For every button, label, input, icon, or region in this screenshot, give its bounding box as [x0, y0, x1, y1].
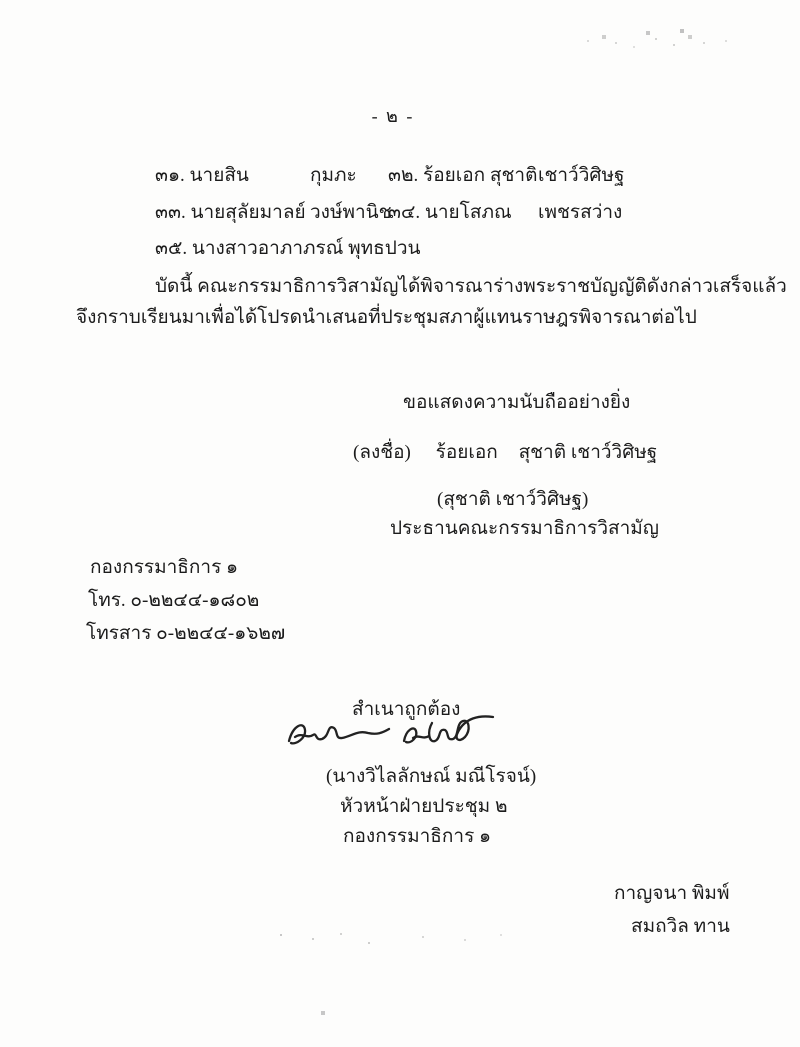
member-34-name: ๓๔. นายโสภณ	[388, 202, 512, 223]
page-number: - ๒ -	[371, 106, 415, 126]
committee-members-list	[0, 0, 800, 259]
member-33-name: ๓๓. นายสุลัยมาลย์	[155, 202, 306, 223]
member-row	[0, 0, 800, 186]
scan-noise-top-right	[585, 28, 587, 30]
member-31-surname: กุมภะ	[310, 165, 357, 186]
scan-noise-bottom	[272, 932, 274, 934]
member-34-surname: เพชรสว่าง	[538, 202, 623, 223]
certifier-name: (นางวิไลลักษณ์ มณีโรจน์)	[326, 766, 537, 787]
paragraph-line-1: บัดนี้ คณะกรรมาธิการวิสามัญได้พิจารณาร่างพระราชบัญญัติดังกล่าวเสร็จแล้ว	[155, 276, 787, 297]
chairman-name-parentheses: (สุชาติ เชาว์วิศิษฐ)	[437, 489, 589, 510]
contact-fax: โทรสาร ๐-๒๒๔๔-๑๖๒๗	[86, 623, 286, 644]
member-32-surname: เชาว์วิศิษฐ	[538, 165, 625, 186]
paragraph-line-2: จึงกราบเรียนมาเพื่อได้โปรดนำเสนอที่ประชุมสภาผู้แทนราษฎรพิจารณาต่อไป	[76, 307, 697, 328]
member-35-name: ๓๕. นางสาวอาภาภรณ์ พุทธปวน	[155, 238, 421, 259]
typed-by: กาญจนา พิมพ์	[614, 883, 730, 904]
signed-line	[353, 437, 657, 467]
certifier-position: หัวหน้าฝ่ายประชุม ๒	[340, 796, 508, 817]
member-32-name: ๓๒. ร้อยเอก สุชาติ	[388, 165, 538, 186]
closing-salutation: ขอแสดงความนับถืออย่างยิ่ง	[403, 392, 631, 413]
certified-copy-label: สำเนาถูกต้อง	[352, 699, 461, 720]
handwritten-signature-icon	[282, 710, 498, 760]
member-33-surname: วงษ์พานิช	[310, 202, 392, 223]
certifier-department: กองกรรมาธิการ ๑	[343, 826, 492, 847]
member-31-name: ๓๑. นายสิน	[155, 165, 249, 186]
signed-label: (ลงชื่อ)	[353, 442, 411, 463]
chairman-position: ประธานคณะกรรมาธิการวิสามัญ	[390, 518, 659, 539]
signed-name: สุชาติ เชาว์วิศิษฐ	[518, 442, 658, 463]
signed-rank: ร้อยเอก	[435, 442, 498, 463]
contact-department: กองกรรมาธิการ ๑	[90, 557, 239, 578]
proofread-by: สมถวิล ทาน	[631, 916, 730, 937]
contact-phone: โทร. ๐-๒๒๔๔-๑๘๐๒	[88, 590, 260, 611]
